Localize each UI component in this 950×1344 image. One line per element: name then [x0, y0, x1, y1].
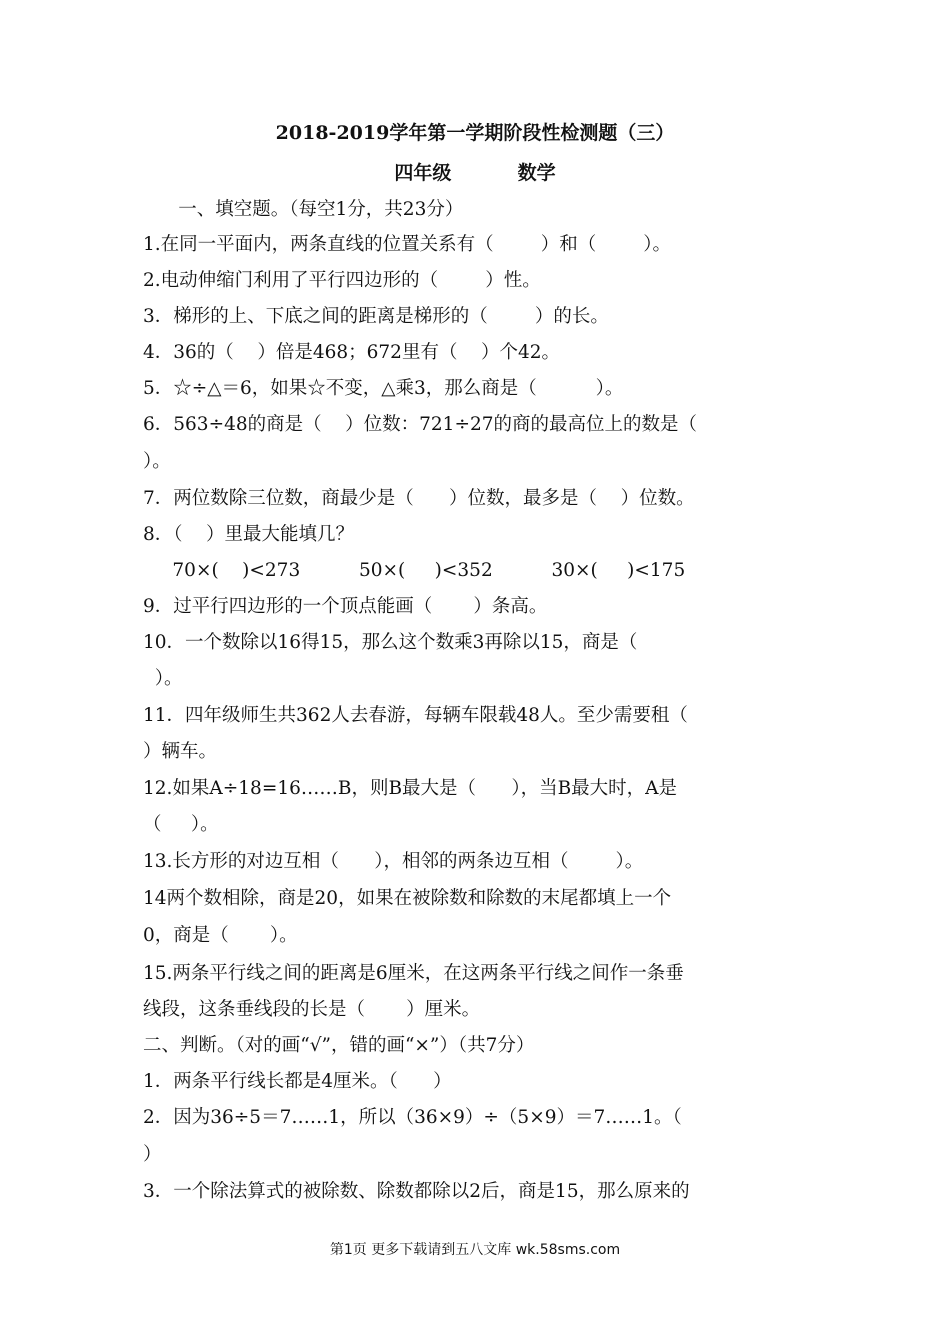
question-line: 6．563÷48的商是（ ）位数：721÷27的商的最高位上的数是（ [143, 414, 697, 435]
section-heading-fill-in: 一、填空题。（每空1分，共23分） [143, 199, 464, 220]
question-line: 10．一个数除以16得15，那么这个数乘3再除以15，商是（ [143, 632, 638, 653]
question-line: 1.在同一平面内，两条直线的位置关系有（ ）和（ ）。 [143, 234, 671, 255]
question-line: 3．梯形的上、下底之间的距离是梯形的（ ）的长。 [143, 306, 609, 327]
question-line: 12.如果A÷18=16……B，则B最大是（ ），当B最大时，A是 [143, 778, 678, 799]
question-line: 7．两位数除三位数，商最少是（ ）位数，最多是（ ）位数。 [143, 488, 695, 509]
question-line: （ ）。 [143, 814, 219, 835]
question-line: 2．因为36÷5＝7……1，所以（36×9）÷（5×9）＝7……1。（ [143, 1107, 682, 1128]
question-line: ）辆车。 [143, 741, 218, 762]
question-line: 11．四年级师生共362人去春游，每辆车限载48人。至少需要租（ [143, 705, 688, 726]
section-heading-judgement: 二、判断。（对的画“√”，错的画“×”）（共7分） [143, 1035, 535, 1056]
question-line: 15.两条平行线之间的距离是6厘米，在这两条平行线之间作一条垂 [143, 963, 684, 984]
question-line: 5．☆÷△＝6，如果☆不变，△乘3，那么商是（ ）。 [143, 378, 624, 399]
page-footer: 第1页 更多下载请到五八文库 wk.58sms.com [329, 1242, 621, 1258]
page-subtitle: 四年级 数学 [394, 162, 556, 184]
question-line: 2.电动伸缩门利用了平行四边形的（ ）性。 [143, 270, 541, 291]
page-title: 2018-2019学年第一学期阶段性检测题（三） [275, 122, 675, 144]
question-line: 13.长方形的对边互相（ ），相邻的两条边互相（ ）。 [143, 851, 644, 872]
question-line: 3．一个除法算式的被除数、除数都除以2后，商是15，那么原来的 [143, 1181, 690, 1202]
question-line: 14两个数相除，商是20，如果在被除数和除数的末尾都填上一个 [143, 888, 672, 909]
question-line: ） [143, 1144, 162, 1165]
question-line: 8．（ ）里最大能填几？ [143, 524, 355, 545]
question-line: 0，商是（ ）。 [143, 925, 298, 946]
question-line: ）。 [143, 451, 171, 472]
question-line: 70×( )<273 50×( )<352 30×( )<175 [143, 560, 686, 581]
question-line: 9．过平行四边形的一个顶点能画（ ）条高。 [143, 596, 548, 617]
question-line: 4．36的（ ）倍是468；672里有（ ）个42。 [143, 342, 561, 363]
question-line: ）。 [143, 668, 183, 689]
question-line: 线段，这条垂线段的长是（ ）厘米。 [143, 999, 481, 1020]
question-line: 1．两条平行线长都是4厘米。（ ） [143, 1071, 452, 1092]
